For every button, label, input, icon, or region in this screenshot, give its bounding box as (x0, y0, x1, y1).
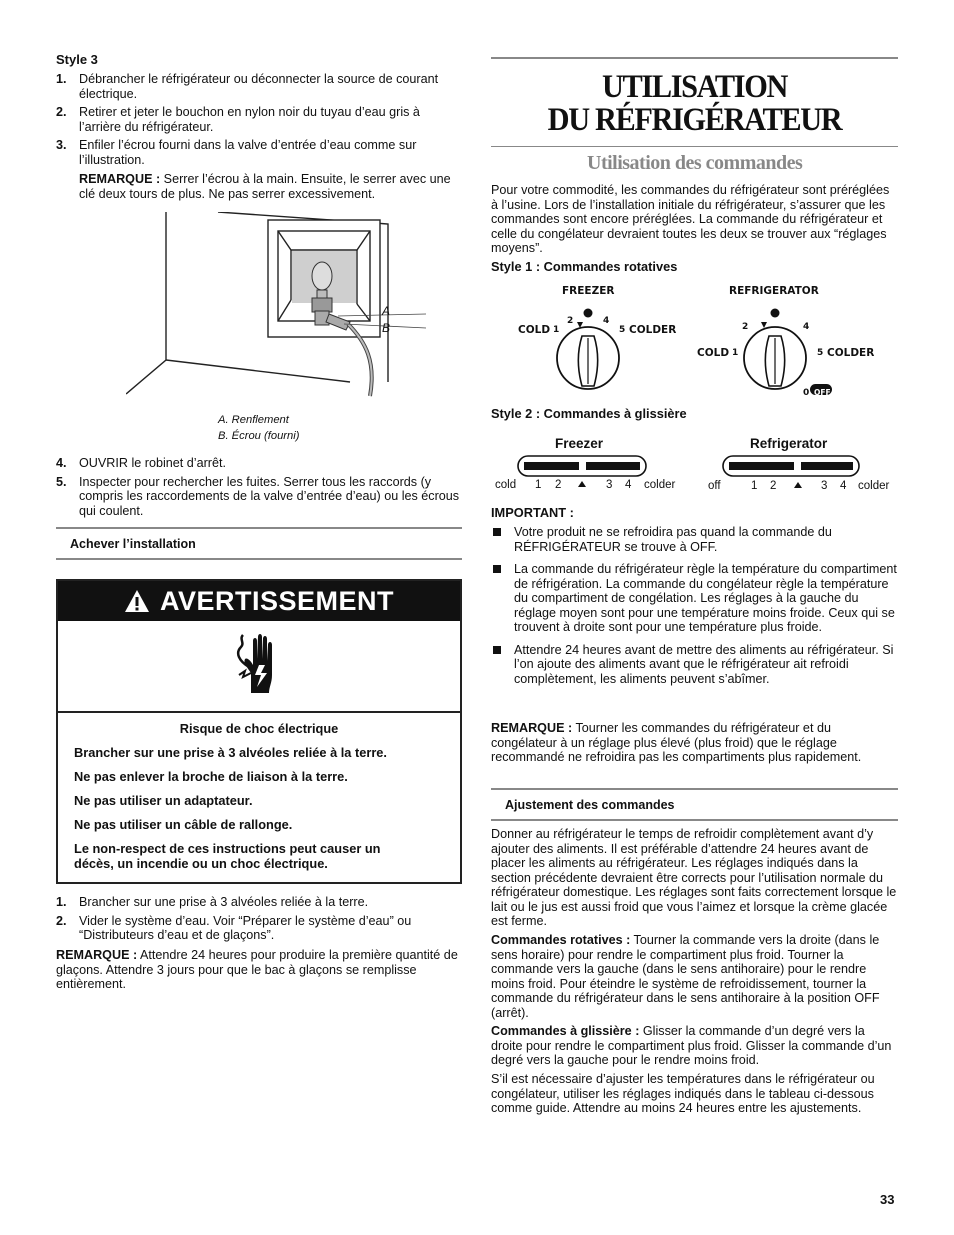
steps-list-b (56, 456, 462, 522)
freezer-slider-cold: cold (495, 479, 517, 491)
freezer-dial-title: FREEZER (562, 285, 615, 297)
important-heading: IMPORTANT : (491, 505, 574, 520)
warning-title: AVERTISSEMENT (159, 585, 395, 616)
water-valve-illustration (126, 212, 456, 412)
warning-box (56, 579, 462, 884)
warning-triangle-icon (124, 589, 150, 613)
freezer-slider-colder: colder (644, 479, 676, 491)
refrigerator-dial-1: 1 (732, 348, 739, 358)
warning-text (58, 713, 460, 882)
note-ice: REMARQUE : Attendre 24 heures pour produire la première quantité de glaçons. Attendre 3 jours pour que le bac à glaçons se remplisse entièrement. (56, 948, 458, 991)
refrigerator-dial-0: 0 (803, 388, 810, 398)
section-heading-ajustement: Ajustement des commandes (491, 788, 898, 821)
title-divider-bottom (491, 146, 898, 147)
list-item: 1. Brancher sur une prise à 3 alvéoles reliée à la terre. (56, 895, 369, 909)
warning-title-bar (58, 581, 460, 621)
slide-controls-illustration (491, 453, 898, 479)
freezer-dial-5: 5 (619, 325, 626, 335)
adjust-paragraph-rotary: Commandes rotatives : Tourner la commande vers la droite (dans le sens horaire) pour rendre le compartiment plus froid. Tourner la commande vers la gauche (dans le sens antihoraire) pour le rendre moins froid. Pour éteindre le système de refroidissement, tourner la commande du réfrigérateur dans le sens antihoraire à la position OFF (arrêt). (491, 933, 880, 1020)
warning-icon-area (58, 621, 460, 713)
warning-line: Brancher sur une prise à 3 alvéoles reliée à la terre. (74, 745, 387, 760)
list-item: Attendre 24 heures avant de mettre des aliments au réfrigérateur. Si l’on ajoute des aliments avant que le réfrigérateur ait refroidi complètement, les aliments peuvent s’abîmer. (491, 643, 898, 687)
freezer-dial-1: 1 (553, 325, 560, 335)
freezer-slider-2: 2 (555, 479, 562, 491)
title-divider-top (491, 57, 898, 59)
refrigerator-slider-1: 1 (751, 480, 758, 492)
figure-label-a: A (382, 304, 391, 318)
warning-line: Ne pas enlever la broche de liaison à la terre. (74, 769, 348, 784)
refrigerator-dial-off: OFF (814, 388, 831, 397)
electric-shock-hand-icon (229, 631, 289, 701)
refrigerator-slider-title: Refrigerator (750, 436, 828, 451)
warning-line: Le non-respect de ces instructions peut causer un décès, un incendie ou un choc électrique. (74, 841, 381, 871)
list-item: 5. Inspecter pour rechercher les fuites. Serrer tous les raccords (y compris les raccordements de la valve d’entrée d’eau) ou les écrous qui coulent. (56, 474, 460, 518)
list-item: Votre produit ne se refroidira pas quand la commande du RÉFRIGÉRATEUR se trouve à OFF. (491, 525, 898, 554)
freezer-slider-title: Freezer (555, 436, 604, 451)
freezer-slider-1: 1 (535, 479, 542, 491)
adjust-paragraph-4: S’il est nécessaire d’ajuster les températures dans le réfrigérateur ou congélateur, utiliser les réglages indiqués dans le tableau ci-dessous comme guide. Attendre au moins 24 heures entre les ajustements. (491, 1072, 875, 1115)
figure-caption-a: A. Renflement (218, 414, 289, 426)
refrigerator-dial-4: 4 (803, 322, 810, 332)
note-settings: REMARQUE : Tourner les commandes du réfrigérateur et du congélateur à un réglage plus élevé (plus froid) que le réglage recommandé ne refroidira pas les compartiments plus rapidement. (491, 721, 862, 764)
page-number: 33 (880, 1192, 895, 1207)
freezer-slider-4: 4 (625, 479, 632, 491)
warning-line: Risque de choc électrique (179, 721, 339, 736)
refrigerator-slider-colder: colder (858, 480, 890, 492)
refrigerator-slider-3: 3 (821, 480, 828, 492)
list-item: La commande du réfrigérateur règle la température du compartiment de réfrigération. La commande du congélateur règle la température du compartiment de congélation. Les réglages à la gauche du réglage moyen sont pour une température moins froide. Ceux qui se trouvent à droite sont pour une température plus froide. (491, 562, 898, 635)
list-item: 4. OUVRIR le robinet d’arrêt. (56, 456, 226, 470)
refrigerator-slider-2: 2 (770, 480, 777, 492)
intro-paragraph: Pour votre commodité, les commandes du réfrigérateur sont préréglées à l’usine. Lors de l’installation initiale du réfrigérateur, s’assurer que les commandes sont encore préréglées. La commande du réfrigérateur et celle du congélateur devraient toutes les deux se trouver aux “réglages moyens”. (491, 183, 890, 255)
list-item: 1. Débrancher le réfrigérateur ou déconnecter la source de courant électrique. (56, 72, 439, 101)
rotary-controls-illustration (491, 282, 898, 402)
section-heading-achever: Achever l’installation (56, 527, 462, 560)
refrigerator-dial-title: REFRIGERATOR (729, 285, 819, 297)
figure-caption-b: B. Écrou (fourni) (218, 430, 300, 442)
freezer-dial-colder: COLDER (629, 324, 677, 336)
list-item: 2. Vider le système d’eau. Voir “Préparer le système d’eau” ou “Distributeurs d’eau et de glaçons”. (56, 913, 412, 942)
steps-list-c (56, 895, 462, 947)
refrigerator-dial-colder: COLDER (827, 347, 875, 359)
style3-heading: Style 3 (56, 52, 98, 67)
adjust-paragraph-slide: Commandes à glissière : Glisser la commande d’un degré vers la droite pour rendre le compartiment plus froid. Glisser la commande d’un degré vers la gauche pour le rendre moins froid. (491, 1024, 892, 1067)
adjust-paragraph-1: Donner au réfrigérateur le temps de refroidir complètement avant d’y ajouter des aliments. Il est préférable d’attendre 24 heures avant de placer les aliments au réfrigérateur. Les réglages indiqués dans la section précédente devraient être corrects pour l’utilisation normale du réfrigérateur domestique. Les réglages sont faits correctement lorsque le lait ou le jus est aussi froid que vous l’aimez et lorsque la crème glacée est ferme. (491, 827, 897, 928)
important-bullets (491, 525, 898, 694)
freezer-slider-3: 3 (606, 479, 613, 491)
style2-heading: Style 2 : Commandes à glissière (491, 406, 687, 421)
style1-heading: Style 1 : Commandes rotatives (491, 259, 678, 274)
warning-line: Ne pas utiliser un câble de rallonge. (74, 817, 293, 832)
list-item: 2. Retirer et jeter le bouchon en nylon noir du tuyau d’eau gris à l’arrière du réfrigérateur. (56, 105, 420, 134)
freezer-dial-4: 4 (603, 316, 610, 326)
refrigerator-slider-off: off (708, 480, 721, 492)
list-item: 3. Enfiler l’écrou fourni dans la valve d’entrée d’eau comme sur l’illustration. (56, 138, 417, 167)
refrigerator-dial-5: 5 (817, 348, 824, 358)
refrigerator-dial-cold: COLD (697, 347, 730, 359)
figure-label-b: B (382, 321, 391, 335)
refrigerator-slider-4: 4 (840, 480, 847, 492)
warning-line: Ne pas utiliser un adaptateur. (74, 793, 253, 808)
freezer-dial-2: 2 (567, 316, 574, 326)
refrigerator-dial-2: 2 (742, 322, 749, 332)
slider-arrows (491, 480, 898, 490)
note-tighten: REMARQUE : Serrer l’écrou à la main. Ensuite, le serrer avec une clé deux tours de plus. Ne pas serrer excessivement. (79, 172, 451, 201)
section-subtitle: Utilisation des commandes (587, 152, 803, 174)
steps-list-a (56, 72, 462, 171)
freezer-dial-cold: COLD (518, 324, 551, 336)
page-title: UTILISATION DU RÉFRIGÉRATEUR (547, 69, 842, 138)
